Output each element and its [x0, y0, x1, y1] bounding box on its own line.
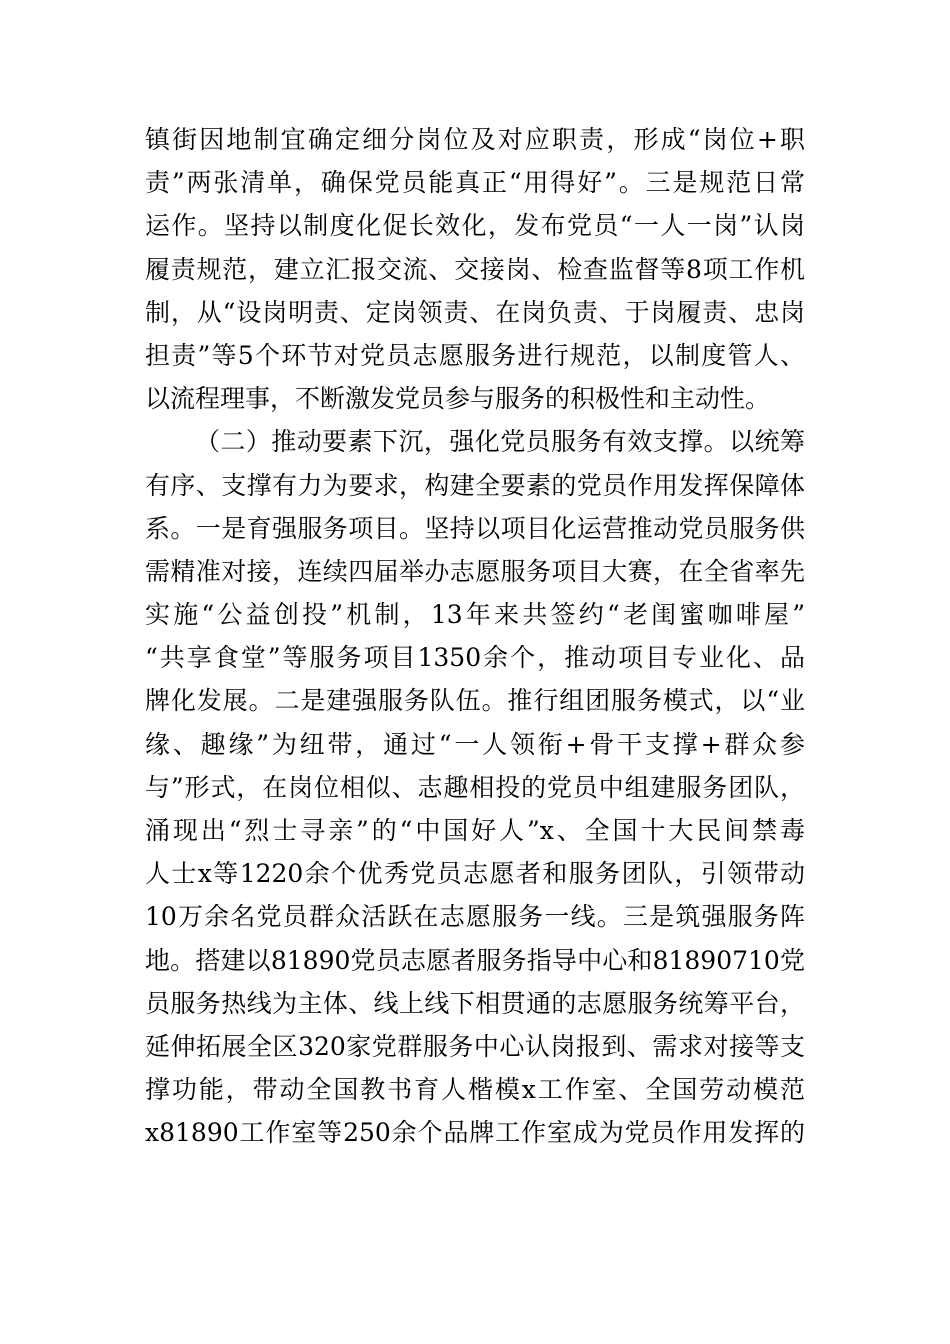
- text-line: 撑功能，带动全国教书育人楷模x工作室、全国劳动模范: [145, 1075, 805, 1105]
- text-line: 牌化发展。二是建强服务队伍。推行组团服务模式，以“业: [145, 686, 805, 716]
- text-line: 担责”等5个环节对党员志愿服务进行规范，以制度管人、: [145, 340, 805, 370]
- text-line: 人士x等1220余个优秀党员志愿者和服务团队，引领带动: [145, 859, 805, 889]
- section-heading-line: （二）推动要素下沉，强化党员服务有效支撑。以统筹: [195, 427, 805, 457]
- text-line: 履责规范，建立汇报交流、交接岗、检查监督等8项工作机: [145, 254, 805, 284]
- text-line: 10万余名党员群众活跃在志愿服务一线。三是筑强服务阵: [145, 902, 805, 932]
- text-line: 涌现出“烈士寻亲”的“中国好人”x、全国十大民间禁毒: [145, 816, 805, 845]
- body-text: [145, 118, 805, 1155]
- text-line: “共享食堂”等服务项目1350余个，推动项目专业化、品: [145, 643, 805, 673]
- text-line: x81890工作室等250余个品牌工作室成为党员作用发挥的: [145, 1118, 805, 1148]
- text-line: 有序、支撑有力为要求，构建全要素的党员作用发挥保障体: [145, 470, 805, 500]
- text-line: 员服务热线为主体、线上线下相贯通的志愿服务统筹平台，: [145, 988, 805, 1018]
- text-line: 镇街因地制宜确定细分岗位及对应职责，形成“岗位+职: [145, 125, 805, 154]
- text-line: 系。一是育强服务项目。坚持以项目化运营推动党员服务供: [145, 513, 805, 543]
- text-line: 运作。坚持以制度化促长效化，发布党员“一人一岗”认岗: [145, 211, 805, 241]
- text-line: 以流程理事，不断激发党员参与服务的积极性和主动性。: [145, 384, 771, 414]
- text-line: 与”形式，在岗位相似、志趣相投的党员中组建服务团队，: [145, 772, 805, 802]
- text-line: 责”两张清单，确保党员能真正“用得好”。三是规范日常: [145, 168, 805, 198]
- text-line: 需精准对接，连续四届举办志愿服务项目大赛，在全省率先: [145, 556, 805, 586]
- text-line: 地。搭建以81890党员志愿者服务指导中心和81890710党: [145, 945, 805, 975]
- text-line: 实施“公益创投”机制，13年来共签约“老闺蜜咖啡屋”: [145, 600, 805, 630]
- text-line: 制，从“设岗明责、定岗领责、在岗负责、于岗履责、忠岗: [145, 297, 805, 327]
- text-line: 延伸拓展全区320家党群服务中心认岗报到、需求对接等支: [145, 1031, 805, 1061]
- text-line: 缘、趣缘”为纽带，通过“一人领衔+骨干支撑+群众参: [145, 729, 805, 759]
